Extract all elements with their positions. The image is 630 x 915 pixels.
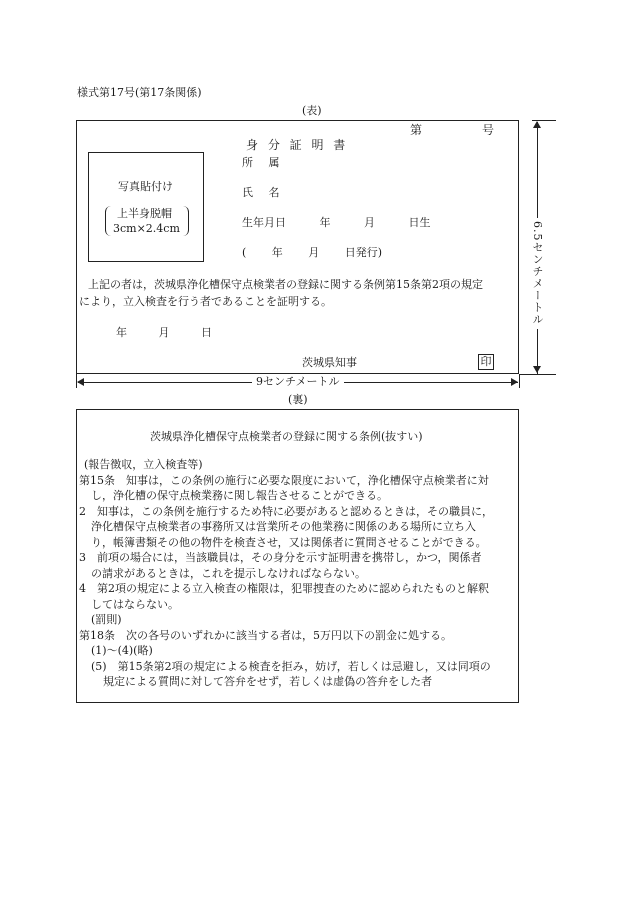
photo-label: 写真貼付け xyxy=(118,180,173,193)
article15-para3-cont: の請求があるときは，これを提示しなければならない。 xyxy=(91,567,366,580)
statement-date: 年 月 日 xyxy=(116,326,212,339)
height-arrow-down-icon xyxy=(533,366,541,373)
article18-item5-cont: 規定による質問に対して答弁をせず，若しくは虚偽の答弁をした者 xyxy=(103,675,433,688)
field-birthdate: 生年月日 年 月 日生 xyxy=(242,216,431,229)
field-issued: ( 年 月 日発行) xyxy=(242,246,383,259)
width-dimension-label: 9センチメートル xyxy=(252,375,344,389)
statement-line-1: 上記の者は，茨城県浄化槽保守点検業者の登録に関する条例第15条第2項の規定 xyxy=(88,278,483,291)
front-side-label: (表) xyxy=(302,104,322,117)
article15-para2-cont2: り，帳簿書類その他の物件を検査させ，又は関係者に質問させることができる。 xyxy=(91,536,487,549)
seal-mark: 印 xyxy=(478,354,494,370)
heading-penalty: (罰則) xyxy=(91,613,122,626)
statement-line-2: により，立入検査を行う者であることを証明する。 xyxy=(79,295,332,308)
form-number-label: 様式第17号(第17条関係) xyxy=(77,86,202,99)
article15-para4-cont: してはならない。 xyxy=(91,598,179,611)
height-dimension-label: 6.5センチメートル xyxy=(530,218,544,329)
field-name: 氏 名 xyxy=(242,186,280,199)
heading-report: (報告徴収，立入検査等) xyxy=(84,458,203,471)
back-title: 茨城県浄化槽保守点検業者の登録に関する条例(抜すい) xyxy=(150,430,423,443)
article18: 第18条 次の各号のいずれかに該当する者は，5万円以下の罰金に処する。 xyxy=(79,629,452,642)
article15-para3: 3 前項の場合には，当該職員は，その身分を示す証明書を携帯し，かつ，関係者 xyxy=(79,551,482,564)
width-arrow-left-icon xyxy=(77,378,84,386)
photo-note-line2: 3cm×2.4cm xyxy=(113,222,180,235)
article15-para1-cont: し，浄化槽の保守点検業務に関し報告させることができる。 xyxy=(91,489,388,502)
back-side-label: (裏) xyxy=(288,393,308,406)
number-suffix: 号 xyxy=(482,123,495,137)
number-prefix: 第 xyxy=(410,123,423,137)
article18-item5: (5) 第15条第2項の規定による検査を拒み，妨げ，若しくは忌避し，又は同項の xyxy=(91,660,491,673)
field-affiliation: 所 属 xyxy=(242,156,280,169)
article15-para1: 第15条 知事は，この条例の施行に必要な限度において，浄化槽保守点検業者に対 xyxy=(79,474,489,487)
height-arrow-up-icon xyxy=(533,121,541,128)
width-dimension-tick-right xyxy=(519,374,520,388)
height-dimension-tick-bottom xyxy=(520,374,556,375)
article15-para2: 2 知事は，この条例を施行するため特に必要があると認めるときは，その職員に， xyxy=(79,505,493,518)
article15-para4: 4 第2項の規定による立入検査の権限は，犯罪捜査のために認められたものと解釈 xyxy=(79,582,489,595)
photo-note-line1: 上半身脱帽 xyxy=(117,207,172,220)
issuer-name: 茨城県知事 xyxy=(302,356,357,369)
width-arrow-right-icon xyxy=(511,378,518,386)
article15-para2-cont1: 浄化槽保守点検業者の事務所又は営業所その他業務に関係のある場所に立ち入 xyxy=(91,520,476,533)
article18-items-1-4: (1)～(4)(略) xyxy=(91,644,153,657)
card-title: 身 分 証 明 書 xyxy=(246,138,346,152)
